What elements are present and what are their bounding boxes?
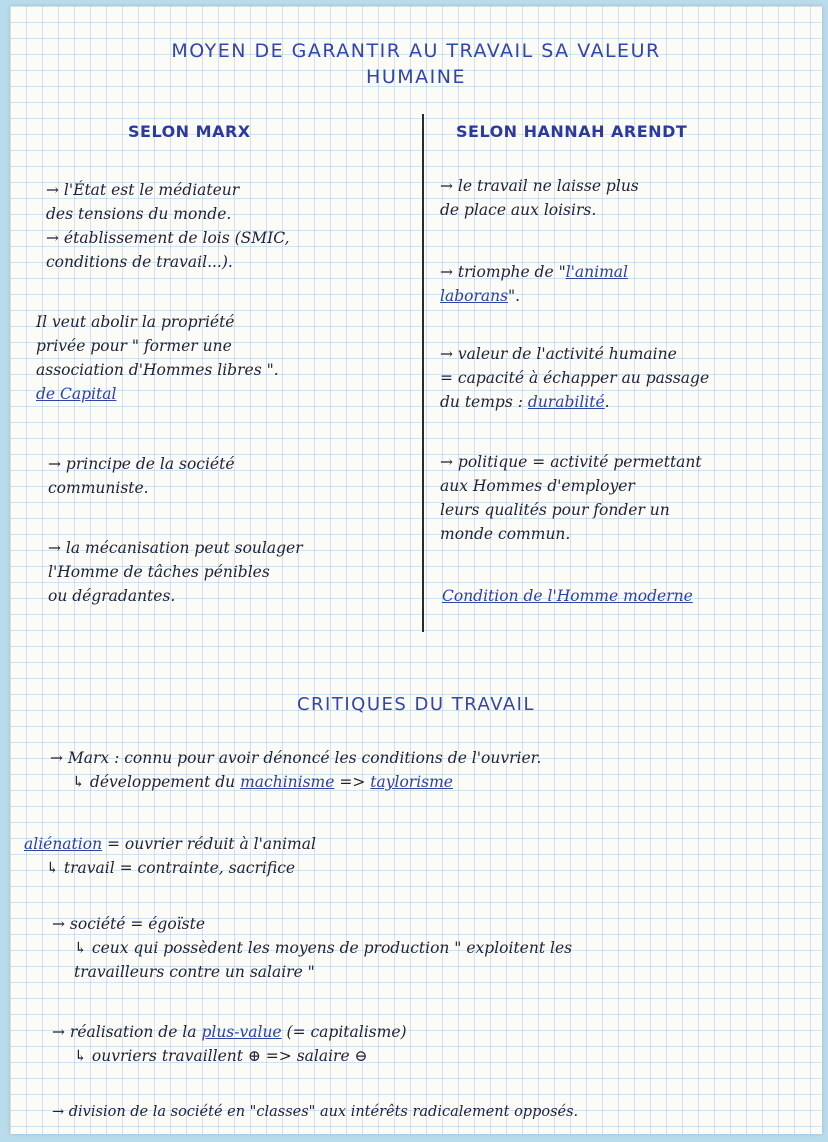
right-paragraph-5 <box>442 584 693 608</box>
text-fragment: ". <box>508 287 521 305</box>
right-paragraph-4 <box>440 450 702 546</box>
text-line: → valeur de l'activité humaine <box>440 345 677 363</box>
text-line: monde commun. <box>440 525 571 543</box>
text-line: aux Hommes d'employer <box>440 477 635 495</box>
text-line: des tensions du monde. <box>46 205 232 223</box>
text-line: conditions de travail...). <box>46 253 233 271</box>
text-line: de place aux loisirs. <box>440 201 597 219</box>
highlight-durabilite: durabilité <box>527 393 605 411</box>
text-line: → la mécanisation peut soulager <box>48 539 303 557</box>
text-line: → division de la société en "classes" aux intérêts radicalement opposés. <box>52 1104 579 1120</box>
critique-division <box>52 1100 578 1124</box>
text-fragment: ↳ développement du <box>72 773 241 791</box>
text-line: travailleurs contre un salaire " <box>74 963 315 981</box>
text-fragment: = ouvrier réduit à l'animal <box>102 835 316 853</box>
right-column-heading: SELON HANNAH ARENDT <box>456 122 688 141</box>
page-title-line-2: HUMAINE <box>366 66 466 88</box>
text-line: ↳ ceux qui possèdent les moyens de production " exploitent les <box>74 939 573 957</box>
text-fragment: → triomphe de " <box>440 263 566 281</box>
critique-plus-value <box>52 1020 407 1068</box>
left-paragraph-3 <box>48 452 235 500</box>
highlight-de-capital: de Capital <box>36 385 117 403</box>
critiques-heading: CRITIQUES DU TRAVAIL <box>296 694 536 715</box>
text-line: → établissement de lois (SMIC, <box>46 229 290 247</box>
highlight-animal: l'animal <box>565 263 628 281</box>
text-fragment: => <box>334 773 371 791</box>
text-line: → politique = activité permettant <box>440 453 702 471</box>
text-line: → principe de la société <box>48 455 235 473</box>
right-paragraph-1 <box>440 174 639 222</box>
text-line: → Marx : connu pour avoir dénoncé les conditions de l'ouvrier. <box>50 749 542 767</box>
highlight-laborans: laborans <box>440 287 509 305</box>
page-title-line-1: MOYEN DE GARANTIR AU TRAVAIL SA VALEUR <box>171 40 661 62</box>
column-divider <box>422 114 424 632</box>
text-line: l'Homme de tâches pénibles <box>48 563 270 581</box>
text-fragment: (= capitalisme) <box>281 1023 407 1041</box>
critique-societe <box>52 912 572 984</box>
highlight-condition-homme-moderne: Condition de l'Homme moderne <box>442 587 693 605</box>
notebook-page <box>10 6 822 1134</box>
text-fragment: → réalisation de la <box>52 1023 202 1041</box>
highlight-taylorisme: taylorisme <box>370 773 453 791</box>
text-line: ou dégradantes. <box>48 587 176 605</box>
highlight-machinisme: machinisme <box>240 773 335 791</box>
text-line: Il veut abolir la propriété <box>36 313 235 331</box>
text-line: → le travail ne laisse plus <box>440 177 639 195</box>
right-paragraph-2 <box>440 260 628 308</box>
left-paragraph-2 <box>36 310 279 406</box>
text-line: privée pour " former une <box>36 337 232 355</box>
text-line: → société = égoïste <box>52 915 205 933</box>
text-line: communiste. <box>48 479 149 497</box>
text-line: → l'État est le médiateur <box>46 181 240 199</box>
left-column-heading: SELON MARX <box>128 122 251 141</box>
left-paragraph-4 <box>48 536 303 608</box>
highlight-plus-value: plus-value <box>201 1023 282 1041</box>
right-paragraph-3 <box>440 342 709 414</box>
text-line: ↳ travail = contrainte, sacrifice <box>46 859 296 877</box>
critique-marx <box>50 746 541 794</box>
highlight-alienation: aliénation <box>24 835 103 853</box>
text-fragment: du temps : <box>440 393 528 411</box>
text-line: ↳ ouvriers travaillent ⊕ => salaire ⊖ <box>74 1047 368 1065</box>
text-line: association d'Hommes libres ". <box>36 361 279 379</box>
text-line: leurs qualités pour fonder un <box>440 501 670 519</box>
text-line: = capacité à échapper au passage <box>440 369 710 387</box>
critique-alienation <box>24 832 316 880</box>
left-paragraph-1 <box>46 178 290 274</box>
text-fragment: . <box>604 393 610 411</box>
